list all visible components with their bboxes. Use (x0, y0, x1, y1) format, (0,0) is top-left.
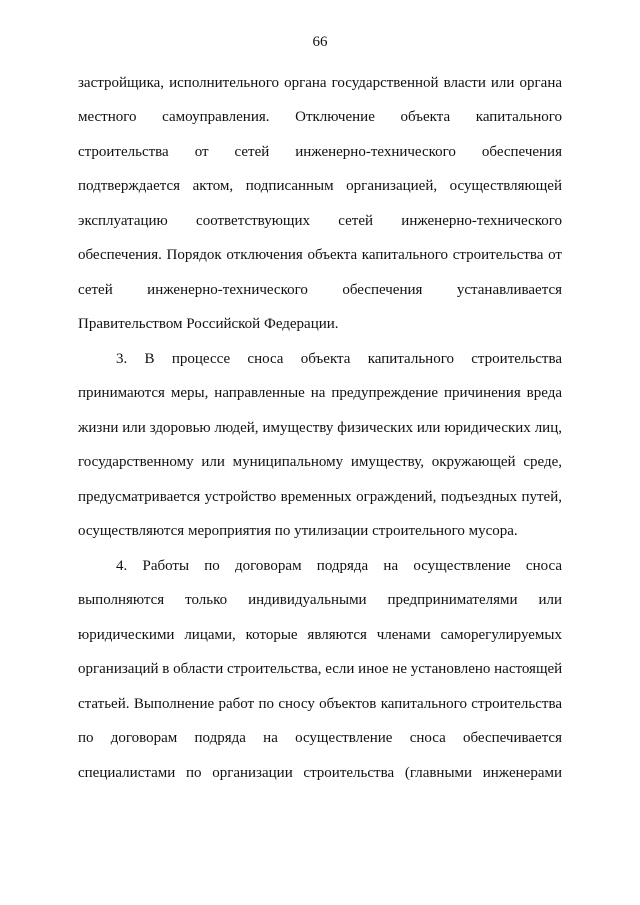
page-number: 66 (312, 34, 328, 50)
text-line: эксплуатацию соответствующих сетей инженерно-технического (78, 213, 562, 229)
text-line: по договорам подряда на осуществление сноса обеспечивается (78, 730, 562, 746)
text-line: осуществляются мероприятия по утилизации строительного мусора. (78, 523, 518, 539)
text-line: застройщика, исполнительного органа государственной власти или органа (78, 75, 562, 91)
paragraph-4-start: 4. Работы по договорам подряда на осуществление сноса (116, 558, 562, 574)
text-line: предусматривается устройство временных ограждений, подъездных путей, (78, 489, 562, 505)
text-line: строительства от сетей инженерно-технического обеспечения (78, 144, 562, 160)
text-line: государственному или муниципальному имуществу, окружающей среде, (78, 454, 562, 470)
text-line: подтверждается актом, подписанным организацией, осуществляющей (78, 178, 562, 194)
text-line: сетей инженерно-технического обеспечения устанавливается (78, 282, 562, 298)
text-line: местного самоуправления. Отключение объекта капитального (78, 109, 562, 125)
text-line: принимаются меры, направленные на предупреждение причинения вреда (78, 385, 562, 401)
text-line: выполняются только индивидуальными предпринимателями или (78, 592, 562, 608)
paragraph-3-start: 3. В процессе сноса объекта капитального строительства (116, 351, 562, 367)
text-line: обеспечения. Порядок отключения объекта капитального строительства от (78, 247, 562, 263)
text-line: жизни или здоровью людей, имуществу физических или юридических лиц, (78, 420, 562, 436)
text-line: Правительством Российской Федерации. (78, 316, 339, 332)
text-line: организаций в области строительства, если иное не установлено настоящей (78, 661, 563, 677)
text-line: юридическими лицами, которые являются членами саморегулируемых (78, 627, 562, 643)
text-line: статьей. Выполнение работ по сносу объектов капитального строительства (78, 696, 562, 712)
text-line: специалистами по организации строительства (главными инженерами (78, 765, 562, 781)
